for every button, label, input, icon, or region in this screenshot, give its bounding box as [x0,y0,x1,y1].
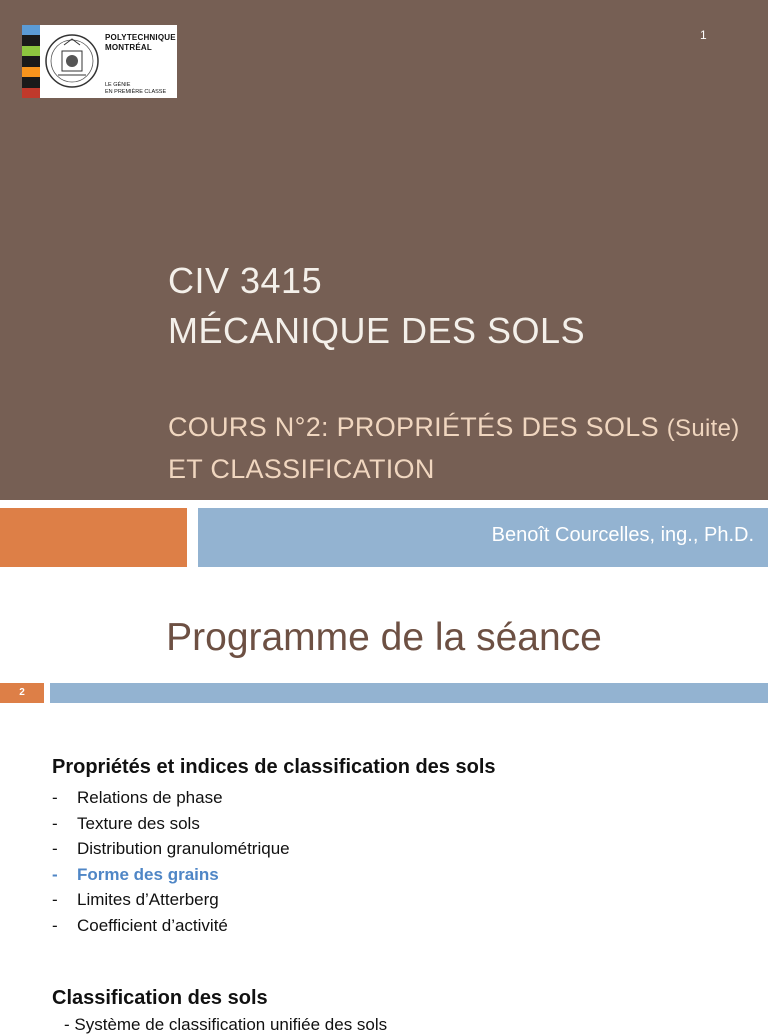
logo-brand-text: POLYTECHNIQUE MONTRÉAL [105,33,176,52]
author-name: Benoît Courcelles, ing., Ph.D. [491,524,754,546]
section-heading-properties: Propriétés et indices de classification des sols [52,756,496,778]
list-item: - Distribution granulométrique [52,836,290,862]
logo-color-stripes [22,25,40,98]
polytechnique-logo [22,25,177,98]
list-dash: - [52,915,58,935]
slide-number: 1 [700,28,707,42]
slide-number-badge: 2 [0,683,44,703]
list-item: - Limites d’Atterberg [52,887,290,913]
list-dash: - [52,813,58,833]
lecture-suffix: (Suite) [666,415,740,442]
orange-accent-bar [0,508,187,567]
seal-icon [44,31,100,91]
list-item: - Relations de phase [52,785,290,811]
lecture-subtitle [168,407,740,489]
title-underline-bar [50,683,768,703]
list-item: - Texture des sols [52,811,290,837]
list-dash: - [52,788,58,807]
agenda-title: Programme de la séance [166,616,602,659]
course-title [168,256,585,356]
list-dash: - [52,864,58,884]
title-slide [0,0,768,500]
list-item-partial: - Système de classification unifiée des sols [64,1015,388,1034]
lecture-line-2: ET CLASSIFICATION [168,454,435,484]
course-code: CIV 3415 [168,260,323,301]
section-heading-classification: Classification des sols [52,987,268,1009]
logo-tagline: LE GÉNIE EN PREMIÈRE CLASSE [105,82,167,95]
lecture-line-1: COURS N°2: PROPRIÉTÉS DES SOLS (Suite) [168,412,740,442]
list-dash: - [52,839,58,858]
list-item-current: - Forme des grains [52,862,290,888]
list-dash: - [52,890,58,909]
course-name: MÉCANIQUE DES SOLS [168,310,586,351]
properties-list [52,785,290,938]
list-item: - Coefficient d’activité [52,913,290,939]
